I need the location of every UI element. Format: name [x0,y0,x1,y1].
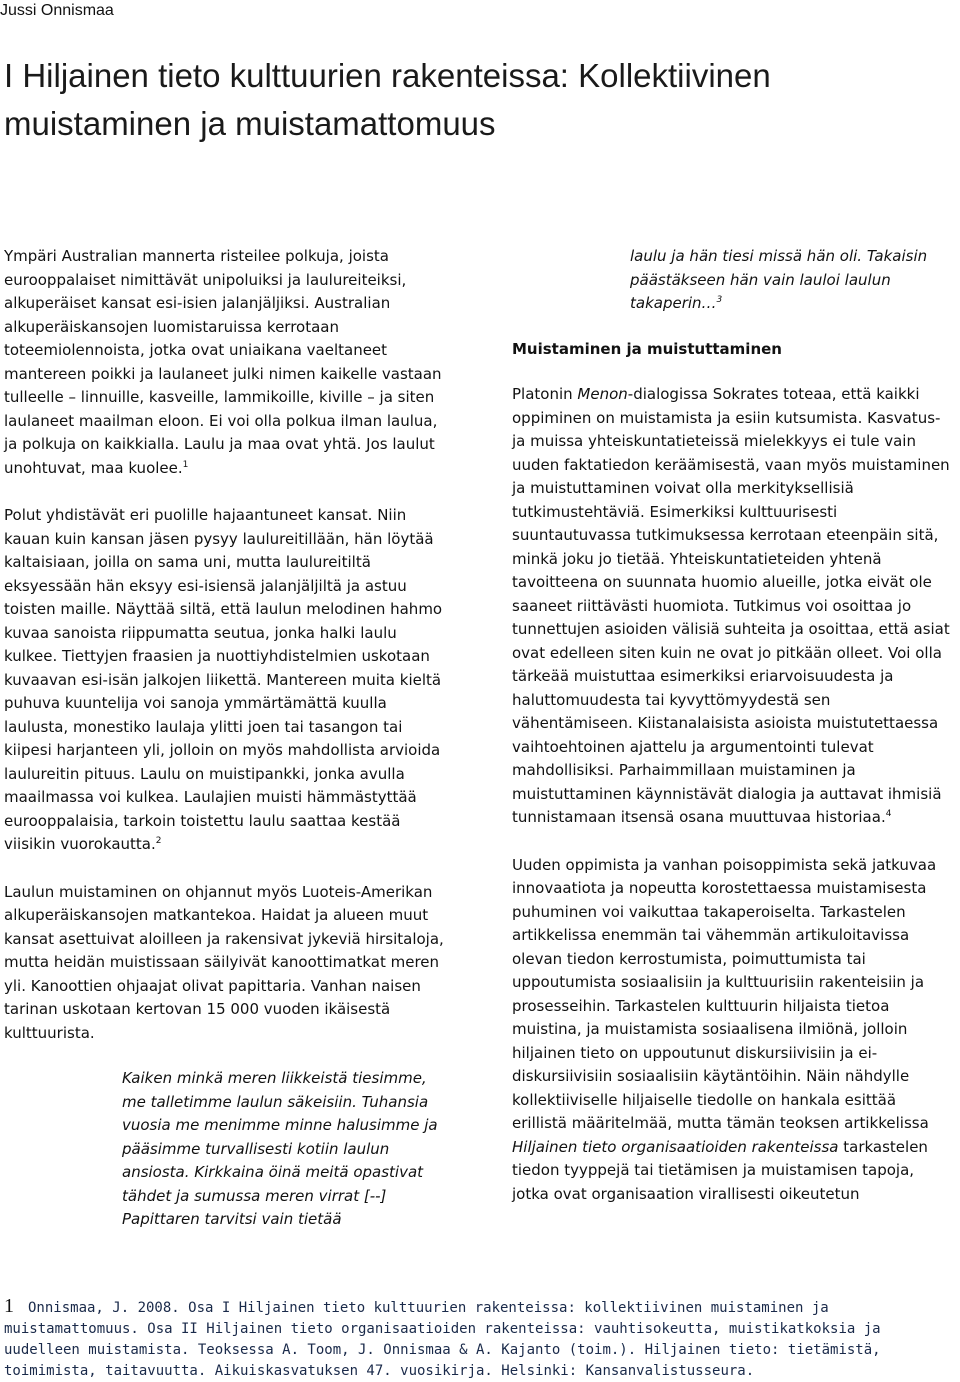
footnote-text: Onnismaa, J. 2008. Osa I Hiljainen tieto kulttuurien rakenteissa: kollektiivinen muistaminen ja muistamattomuus. Osa II Hiljainen tieto organisaatioiden rakenteissa: vauhtisokeutta, muistikatkoksia ja uudelleen muistamista. Teoksessa A. Toom, J. Onnismaa & A. Kajanto (toim.). Hiljainen tieto: tietämistä, toimimista, taitavuutta. Aikuiskasvatuksen 47. vuosikirja. Helsinki: Kansanvalistusseura. [4,1300,881,1379]
block-quote: Kaiken minkä meren liikkeistä tiesimme, me talletimme laulun säkeisiin. Tuhansia vuosia me menimme minne halusimme ja pääsimme turvallisesti kotiin laulun ansiosta. Kirkkaina öinä meitä opastivat tähdet ja sumussa meren virrat [--] Papittaren tarvitsi vain tietää [122,1069,438,1228]
paragraph: Laulun muistaminen on ohjannut myös Luoteis-Amerikan alkuperäiskansojen matkantekoa. Haidat ja alueen muut kansat asettuivat aloilleen ja rakensivat jykeviä hirsitaloja, mutta heidän muistissaan säilyivät kanoottimatkat meren yli. Kanoottien ohjaajat olivat papittaria. Vanhan naisen tarinan uskotaan kertovan 15 000 vuoden ikäisestä kulttuurista. [4,882,444,1042]
article-title: I Hiljainen tieto kulttuurien rakenteissa: Kollektiivinen muistaminen ja muistamattomuus [4,57,771,142]
footnote-number: 1 [4,1295,14,1317]
author-name: Jussi Onnismaa [0,2,114,19]
section-heading: Muistaminen ja muistuttaminen [512,339,782,358]
footnote-ref: 4 [885,809,892,819]
right-column [512,245,952,1206]
footnote-ref: 2 [155,836,162,846]
paragraph: Platonin Menon-dialogissa Sokrates toteaa, että kaikki oppiminen on muistamista ja esiin kutsumista. Kasvatus- ja muissa yhteiskuntatieteissä mielekkyys ei tule vain uuden faktatiedon keräämisestä, vaan myös muistaminen ja muistuttaminen voivat olla merkityksellisiä tutkimustehtäviä. Esimerkiksi kulttuurisesti suuntautuvassa tutkimuksessa kerrotaan eteenpäin sitä, minkä joku jo tietää. Yhteiskuntatieteiden yhtenä tavoitteena on suunnata huomio alueille, jotka eivät ole saaneet riittävästi huomiota. Tutkimus voi osoittaa jo tunnettujen asioiden välisiä suhteita ja osoittaa, että asiat ovat edelleen siten kuin ne ovat jo pitkään olleet. Voi olla tärkeää muistuttaa esimerkiksi eriarvoisuudesta ja haluttomuudesta tai kyvyttömyydestä sen vähentämiseen. Kiistanalaisista asioista muistutettaessa vaihtoehtoinen ajattelu ja argumentointi tulevat mahdollisiksi. Parhaimmillaan muistaminen ja muistuttaminen käynnistävät dialogia ja auttavat ihmisiä tunnistamaan itsensä osana muuttuvaa historiaa.$^4$ [512,385,950,826]
paragraph: Ympäri Australian mannerta risteilee polkuja, joista eurooppalaiset nimittävät unipoluiksi ja laulureiteiksi, alkuperäiset kansat esi-isien jalanjäljiksi. Australian alkuperäiskansojen luomistaruissa kerrotaan toteemiolennoista, jotka ovat uniaikana vaeltaneet mantereen poikki ja laulaneet julki nimen kaikelle vastaan tulleelle – linnuille, kasveille, lammikoille, kiville – ja siten laulaneet maailman eloon. Ei voi olla polkua ilman laulua, ja polkuja on kaikkialla. Laulu ja maa ovat yhtä. Jos laulut unohtuvat, maa kuolee.$^1$ [4,247,442,477]
paragraph: Polut yhdistävät eri puolille hajaantuneet kansat. Niin kauan kuin kansan jäsen pysyy laulureitillään, hän löytää kaltaisiaan, joilla on sama uni, mutta laulureitiltä eksyessään hän eksyy esi-isiensä jalanjäljiltä ja astuu toisten maille. Näyttää siltä, että laulun melodinen hahmo kuvaa sanoista riippumatta seutua, jonka halki laulu kulkee. Tiettyjen fraasien ja nuottiyhdistelmien uskotaan kuvaavan esi-isän jalkojen liikettä. Mantereen muita kieltä puhuva kuuntelija voi sanoja ymmärtämättä kuulla laulusta, monestiko laulaja ylitti joen tai tasangon tai kiipesi harjanteen yli, jolloin on myös mahdollista arvioida laulureitin pituus. Laulu on muistipankki, jonka avulla maailmassa voi kulkea. Laulajien muisti hämmästyttää eurooppalaisia, tarkoin toistettu laulu saattaa kestää viisikin vuorokautta.$^2$ [4,506,443,853]
footnote [4,1296,954,1382]
paragraph: Uuden oppimista ja vanhan poisoppimista sekä jatkuvaa innovaatiota ja nopeutta korostettaessa muistamisesta puhuminen voi vaikuttaa takaperoiselta. Tarkastelen artikkelissa enemmän tai vähemmän artikuloitavissa olevan tiedon kerrostumista, poimuttumista tai uppoutumista sosiaalisiin ja kulttuurisiin rakenteisiin ja prosesseihin. Tarkastelen kulttuurin hiljaista tietoa muistina, ja muistamista sosiaalisena ilmiönä, jolloin hiljainen tieto on uppoutunut diskursiivisiin ja ei-diskursiivisiin sosiaalisiin käytäntöihin. Näin nähdylle kollektiiviselle hiljaiselle tiedolle on hankala esittää erillistä määritelmää, mutta tämän teoksen artikkelissa Hiljainen tieto organisaatioiden rakenteissa tarkastelen tiedon tyyppejä tai tietämisen ja muistamisen tapoja, jotka ovat organisaation virallisesti oikeutetun [512,855,937,1203]
block-quote-continued: laulu ja hän tiesi missä hän oli. Takaisin päästäkseen hän vain lauloi laulun takaperin…$^3$ [630,247,928,312]
footnote-ref: 3 [716,295,723,305]
left-column [4,245,444,1232]
footnote-ref: 1 [182,459,189,470]
